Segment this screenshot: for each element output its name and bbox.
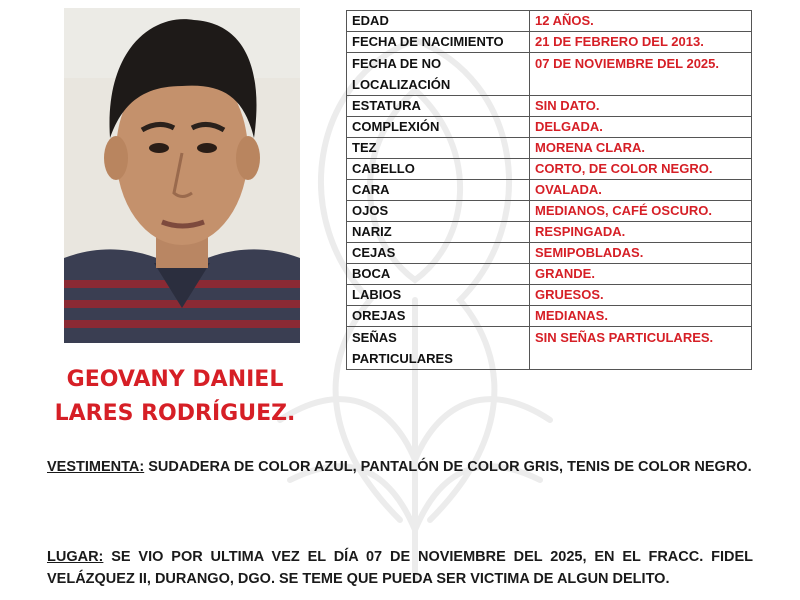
- row-value: RESPINGADA.: [530, 222, 752, 243]
- row-label: NARIZ: [347, 222, 530, 243]
- row-label: CARA: [347, 180, 530, 201]
- person-full-name: [30, 363, 320, 431]
- row-value: MORENA CLARA.: [530, 138, 752, 159]
- table-row: [347, 11, 752, 32]
- table-row: [347, 117, 752, 138]
- clothing-description: [47, 456, 753, 478]
- physical-description-table: [346, 10, 752, 370]
- table-row: [347, 96, 752, 117]
- label-line: FECHA DE NO: [352, 56, 442, 71]
- label-line: LOCALIZACIÓN: [352, 77, 451, 92]
- row-value: GRUESOS.: [530, 285, 752, 306]
- row-label: COMPLEXIÓN: [347, 117, 530, 138]
- row-label: FECHA DE NACIMIENTO: [347, 32, 530, 53]
- location-label: LUGAR:: [47, 549, 104, 565]
- table-row: [347, 159, 752, 180]
- table-row: [347, 285, 752, 306]
- label-line: SEÑAS: [352, 330, 397, 345]
- row-label: [347, 327, 530, 370]
- portrait-illustration-icon: [64, 8, 300, 343]
- row-label: OJOS: [347, 201, 530, 222]
- clothing-label: VESTIMENTA:: [47, 459, 145, 475]
- table-row: [347, 306, 752, 327]
- table-row: [347, 264, 752, 285]
- row-label: EDAD: [347, 11, 530, 32]
- row-value: 21 DE FEBRERO DEL 2013.: [530, 32, 752, 53]
- location-text: SE VIO POR ULTIMA VEZ EL DÍA 07 DE NOVIEMBRE DEL 2025, EN EL FRACC. FIDEL VELÁZQUEZ II, DURANGO, DGO. SE TEME QUE PUEDA SER VICTIMA DE ALGUN DELITO.: [47, 549, 753, 587]
- row-label: TEZ: [347, 138, 530, 159]
- row-label: CABELLO: [347, 159, 530, 180]
- table-row: [347, 222, 752, 243]
- row-label: ESTATURA: [347, 96, 530, 117]
- row-value: SIN SEÑAS PARTICULARES.: [530, 327, 752, 370]
- row-label: LABIOS: [347, 285, 530, 306]
- row-label: CEJAS: [347, 243, 530, 264]
- table-row: [347, 138, 752, 159]
- name-line-2: LARES RODRÍGUEZ.: [54, 401, 296, 426]
- row-value: CORTO, DE COLOR NEGRO.: [530, 159, 752, 180]
- clothing-text: SUDADERA DE COLOR AZUL, PANTALÓN DE COLOR GRIS, TENIS DE COLOR NEGRO.: [144, 459, 752, 475]
- row-value: SIN DATO.: [530, 96, 752, 117]
- row-value: MEDIANOS, CAFÉ OSCURO.: [530, 201, 752, 222]
- row-value: OVALADA.: [530, 180, 752, 201]
- table-row: [347, 32, 752, 53]
- table-row: [347, 327, 752, 370]
- row-label: OREJAS: [347, 306, 530, 327]
- table-row: [347, 180, 752, 201]
- table-row: [347, 243, 752, 264]
- row-value: 12 AÑOS.: [530, 11, 752, 32]
- row-label: [347, 53, 530, 96]
- row-label: BOCA: [347, 264, 530, 285]
- table-row: [347, 201, 752, 222]
- row-value: GRANDE.: [530, 264, 752, 285]
- table-row: [347, 53, 752, 96]
- row-value: SEMIPOBLADAS.: [530, 243, 752, 264]
- label-line: PARTICULARES: [352, 351, 453, 366]
- name-line-1: GEOVANY DANIEL: [66, 367, 284, 392]
- missing-person-photo: [64, 8, 300, 343]
- row-value: MEDIANAS.: [530, 306, 752, 327]
- last-seen-location: [47, 546, 753, 590]
- row-value: 07 DE NOVIEMBRE DEL 2025.: [530, 53, 752, 96]
- row-value: DELGADA.: [530, 117, 752, 138]
